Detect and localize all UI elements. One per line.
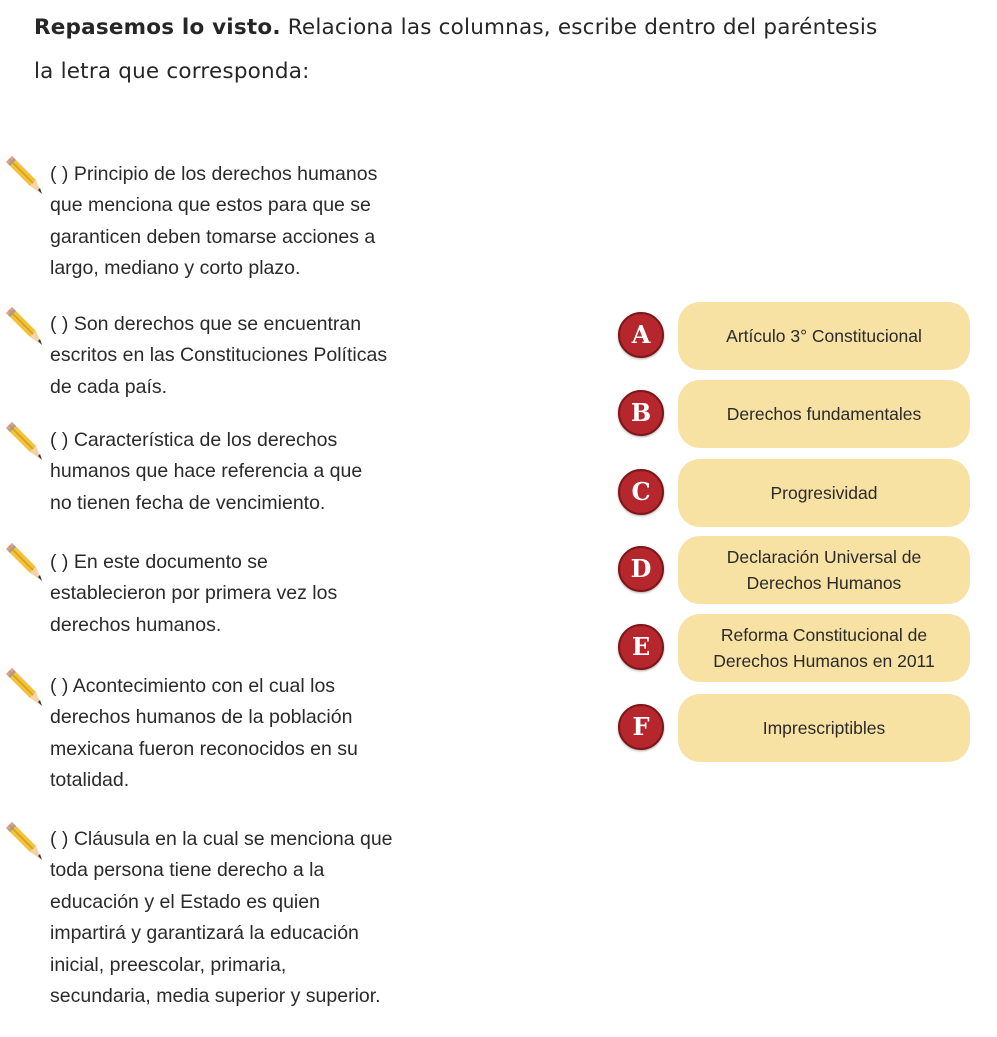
statement-line: ( ) Acontecimiento con el cual los	[50, 675, 336, 697]
pencil-icon	[2, 420, 44, 462]
statement-line: no tienen fecha de vencimiento.	[50, 491, 326, 514]
letter-badge-c: C	[618, 469, 664, 515]
pencil-icon	[2, 154, 44, 196]
option-d	[618, 536, 970, 604]
option-label	[678, 380, 970, 448]
statement-line: mexicana fueron reconocidos en su	[50, 737, 358, 760]
statement-line: impartirá y garantizará la educación	[50, 922, 359, 945]
option-line: Derechos Humanos en 2011	[713, 651, 935, 671]
letter-badge-b: B	[618, 390, 664, 436]
statement-line: derechos humanos.	[50, 613, 222, 636]
option-line: Progresividad	[770, 483, 878, 503]
statement-line: educación y el Estado es quien	[50, 890, 320, 913]
instructions	[34, 6, 974, 94]
option-line: Artículo 3° Constitucional	[726, 326, 922, 346]
statement-line: escritos en las Constituciones Políticas	[50, 344, 388, 367]
letter-badge-a: A	[618, 312, 664, 358]
option-label	[678, 614, 970, 682]
statement-line: totalidad.	[50, 769, 130, 792]
statement-line: toda persona tiene derecho a la	[50, 859, 325, 882]
statement-text	[50, 159, 422, 285]
option-c	[618, 459, 970, 527]
letter-badge-e: E	[618, 624, 664, 670]
statement-line: inicial, preescolar, primaria,	[50, 953, 287, 976]
statement-line: garanticen deben tomarse acciones a	[50, 225, 376, 248]
pencil-icon	[2, 305, 44, 347]
statement-line: secundaria, media superior y superior.	[50, 985, 381, 1008]
statement-line: humanos que hace referencia a que	[50, 460, 363, 483]
statement-line: ( ) Cláusula en la cual se menciona que	[50, 828, 393, 850]
option-label	[678, 536, 970, 604]
statement-line: establecieron por primera vez los	[50, 582, 338, 605]
pencil-icon	[2, 541, 44, 583]
option-e	[618, 614, 970, 682]
statement-line: ( ) Característica de los derechos	[50, 429, 338, 451]
option-label	[678, 694, 970, 762]
letter-badge-f: F	[618, 704, 664, 750]
option-f	[618, 694, 970, 762]
statement-line: ( ) En este documento se	[50, 551, 268, 573]
pencil-icon	[2, 666, 44, 708]
option-a	[618, 302, 970, 370]
pencil-icon	[2, 820, 44, 862]
statement-line: derechos humanos de la población	[50, 706, 353, 729]
statement-text	[50, 671, 422, 797]
option-label	[678, 459, 970, 527]
option-line: Derechos Humanos	[746, 573, 902, 593]
statement-line: ( ) Son derechos que se encuentran	[50, 313, 362, 335]
statement-text	[50, 425, 422, 519]
option-line: Imprescriptibles	[762, 718, 886, 738]
statement-text	[50, 309, 422, 403]
statement-line: largo, mediano y corto plazo.	[50, 257, 301, 280]
statement-text	[50, 547, 422, 641]
option-line: Reforma Constitucional de	[720, 625, 928, 645]
instructions-line2: la letra que corresponda:	[34, 59, 310, 84]
option-b	[618, 380, 970, 448]
option-label	[678, 302, 970, 370]
statement-line: que menciona que estos para que se	[50, 194, 371, 217]
option-line: Derechos fundamentales	[726, 404, 922, 424]
statement-line: ( ) Principio de los derechos humanos	[50, 163, 378, 185]
instructions-line1: Relaciona las columnas, escribe dentro del paréntesis	[280, 15, 878, 40]
statement-text	[50, 824, 422, 1012]
option-line: Declaración Universal de	[726, 547, 922, 567]
letter-badge-d: D	[618, 546, 664, 592]
statement-line: de cada país.	[50, 375, 168, 398]
instructions-title: Repasemos lo visto.	[34, 15, 281, 40]
